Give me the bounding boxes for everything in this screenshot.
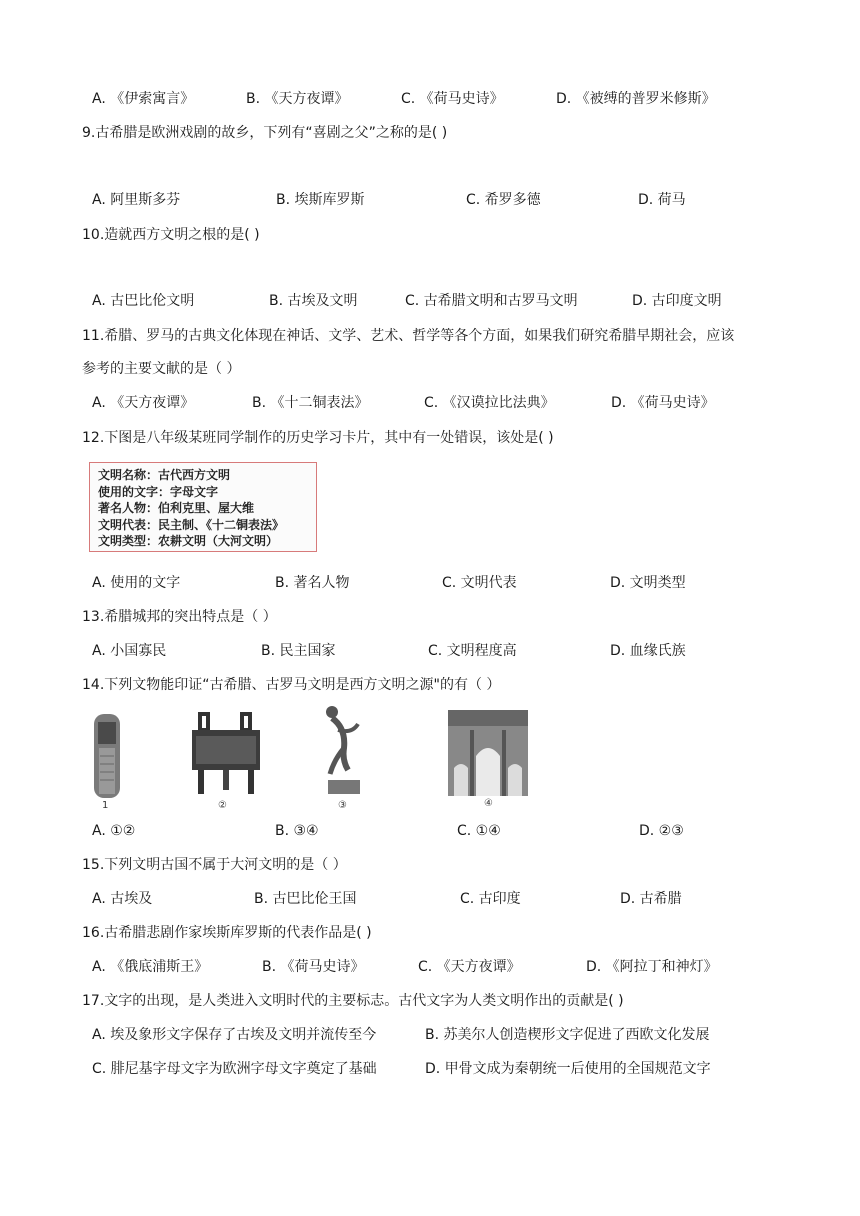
q11-option-b: B. 《十二铜表法》 [252, 395, 369, 411]
q10-option-a: A. 古巴比伦文明 [92, 293, 195, 309]
q11-stem-line1: 11.希腊、罗马的古典文化体现在神话、文学、艺术、哲学等各个方面，如果我们研究希腊早期社会，应该 [82, 328, 735, 344]
q8-option-a: A. 《伊索寓言》 [92, 91, 195, 107]
q17-stem: 17.文字的出现，是人类进入文明时代的主要标志。古代文字为人类文明作出的贡献是( ) [82, 993, 624, 1009]
q9-option-d: D. 荷马 [638, 192, 686, 208]
q17-option-d: D. 甲骨文成为秦朝统一后使用的全国规范文字 [425, 1061, 711, 1077]
q10-stem: 10.造就西方文明之根的是( ) [82, 227, 260, 243]
q11-option-c: C. 《汉谟拉比法典》 [424, 395, 555, 411]
q12-option-a: A. 使用的文字 [92, 575, 181, 591]
q11-option-a: A. 《天方夜谭》 [92, 395, 195, 411]
q8-option-d: D. 《被缚的普罗米修斯》 [556, 91, 716, 107]
q12-stem: 12.下图是八年级某班同学制作的历史学习卡片，其中有一处错误，该处是( ) [82, 430, 554, 446]
q11-stem-line2: 参考的主要文献的是（ ） [82, 361, 241, 377]
q10-option-b: B. 古埃及文明 [269, 293, 358, 309]
q13-stem: 13.希腊城邦的突出特点是（ ） [82, 609, 277, 625]
q14-option-c: C. ①④ [457, 823, 501, 839]
history-study-card [89, 462, 317, 552]
bronze-ding-image [186, 712, 266, 798]
relic-label-3: ③ [338, 800, 347, 811]
q16-option-a: A. 《俄底浦斯王》 [92, 959, 209, 975]
q12-option-d: D. 文明类型 [610, 575, 686, 591]
q14-stem: 14.下列文物能印证“古希腊、古罗马文明是西方文明之源"的有（ ） [82, 677, 501, 693]
relic-label-4: ④ [484, 798, 493, 809]
q15-option-b: B. 古巴比伦王国 [254, 891, 357, 907]
q15-option-a: A. 古埃及 [92, 891, 153, 907]
relic-label-2: ② [218, 800, 227, 811]
q17-option-c: C. 腓尼基字母文字为欧洲字母文字奠定了基础 [92, 1061, 377, 1077]
q13-option-d: D. 血缘氏族 [610, 643, 686, 659]
q12-option-b: B. 著名人物 [275, 575, 350, 591]
q15-stem: 15.下列文明古国不属于大河文明的是（ ） [82, 857, 347, 873]
q9-option-a: A. 阿里斯多芬 [92, 192, 181, 208]
q12-option-c: C. 文明代表 [442, 575, 517, 591]
q16-stem: 16.古希腊悲剧作家埃斯库罗斯的代表作品是( ) [82, 925, 372, 941]
q14-option-d: D. ②③ [639, 823, 684, 839]
q13-option-b: B. 民主国家 [261, 643, 336, 659]
card-line-script: 使用的文字：字母文字 [98, 484, 219, 499]
card-line-representative: 文明代表：民主制、《十二铜表法》 [98, 517, 285, 532]
stele-relic-image [86, 708, 126, 800]
triumphal-arch-image [446, 706, 530, 800]
q9-option-b: B. 埃斯库罗斯 [276, 192, 365, 208]
relic-label-1: 1 [102, 800, 109, 811]
q14-option-b: B. ③④ [275, 823, 319, 839]
discus-thrower-statue-image [318, 704, 368, 800]
q8-option-b: B. 《天方夜谭》 [246, 91, 349, 107]
q14-option-a: A. ①② [92, 823, 136, 839]
q10-option-d: D. 古印度文明 [632, 293, 722, 309]
q15-option-c: C. 古印度 [460, 891, 521, 907]
q16-option-c: C. 《天方夜谭》 [418, 959, 521, 975]
q16-option-b: B. 《荷马史诗》 [262, 959, 365, 975]
q11-option-d: D. 《荷马史诗》 [611, 395, 715, 411]
card-line-people: 著名人物：伯利克里、屋大维 [98, 501, 255, 515]
q8-option-c: C. 《荷马史诗》 [401, 91, 504, 107]
q13-option-c: C. 文明程度高 [428, 643, 517, 659]
q17-option-a: A. 埃及象形文字保存了古埃及文明并流传至今 [92, 1027, 377, 1043]
q16-option-d: D. 《阿拉丁和神灯》 [586, 959, 718, 975]
card-line-type: 文明类型：农耕文明（大河文明） [98, 534, 279, 548]
q9-stem: 9.古希腊是欧洲戏剧的故乡，下列有“喜剧之父”之称的是( ) [82, 125, 448, 141]
q9-option-c: C. 希罗多德 [466, 192, 541, 208]
q10-option-c: C. 古希腊文明和古罗马文明 [405, 293, 578, 309]
card-line-name: 文明名称：古代西方文明 [98, 468, 231, 482]
q13-option-a: A. 小国寡民 [92, 643, 167, 659]
q15-option-d: D. 古希腊 [620, 891, 682, 907]
q17-option-b: B. 苏美尔人创造楔形文字促进了西欧文化发展 [425, 1027, 710, 1043]
